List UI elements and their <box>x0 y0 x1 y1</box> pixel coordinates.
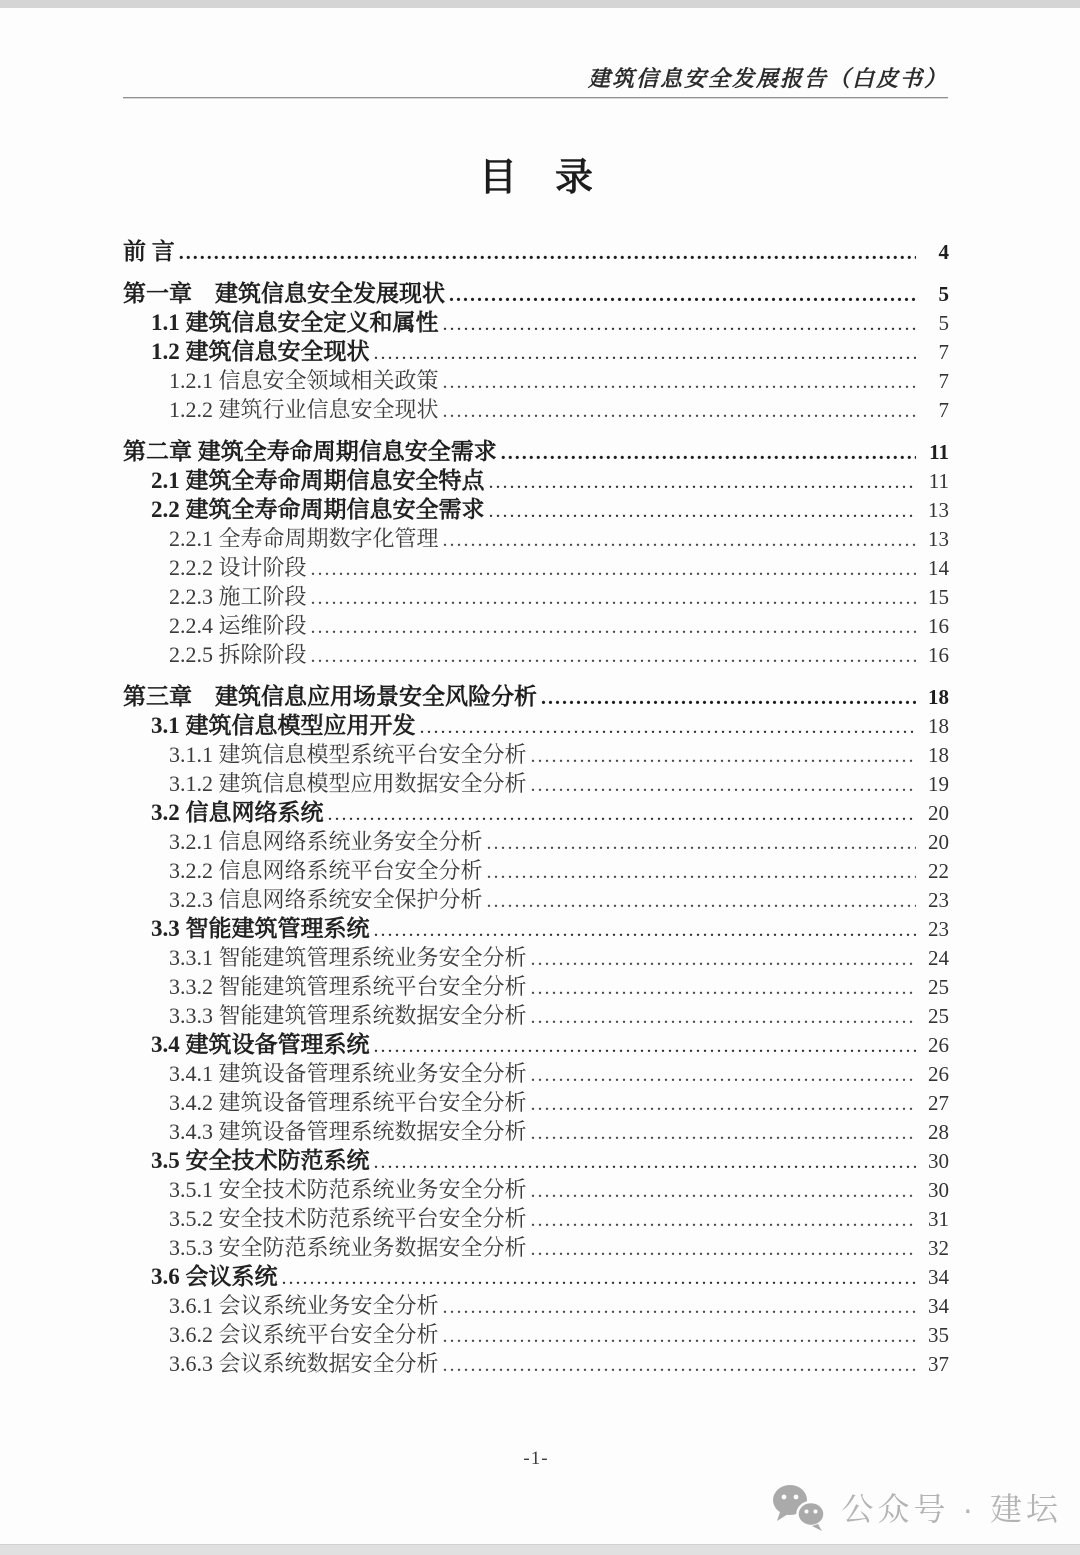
watermark-text: 公众号 · 建坛 <box>841 1491 1062 1527</box>
toc-entry-page: 22 <box>928 859 949 883</box>
toc-entry-label: 3.4.2 建筑设备管理系统平台安全分析 <box>169 1090 527 1115</box>
dot-leader <box>443 1322 916 1352</box>
toc-entry <box>123 495 949 524</box>
toc-entry-label: 3.3 智能建筑管理系统 <box>151 916 370 941</box>
toc-entry-label: 第三章 建筑信息应用场景安全风险分析 <box>123 684 537 709</box>
toc-entry <box>123 366 949 395</box>
toc-entry <box>123 466 949 495</box>
toc-entry <box>123 337 949 366</box>
toc-entry-page: 25 <box>928 975 949 999</box>
dot-leader <box>374 1148 917 1178</box>
toc-entry-label: 2.1 建筑全寿命周期信息安全特点 <box>151 468 485 493</box>
dot-leader <box>311 642 916 672</box>
dot-leader <box>531 1235 916 1265</box>
toc-entry-label: 3.5 安全技术防范系统 <box>151 1148 370 1173</box>
dot-leader <box>420 713 917 743</box>
toc-entry <box>123 1001 949 1030</box>
toc-entry <box>123 740 949 769</box>
toc-entry-page: 27 <box>928 1091 949 1115</box>
toc-entry <box>123 1262 949 1291</box>
toc-entry-page: 5 <box>938 282 949 306</box>
toc-entry <box>123 798 949 827</box>
dot-leader <box>282 1264 917 1294</box>
dot-leader <box>531 1090 916 1120</box>
toc-entry <box>123 1349 949 1378</box>
toc-entry-label: 3.5.3 安全防范系统业务数据安全分析 <box>169 1235 527 1260</box>
toc-entry <box>123 395 949 424</box>
toc-entry-page: 30 <box>928 1178 949 1202</box>
toc-entry-page: 7 <box>938 369 949 393</box>
toc-entry <box>123 553 949 582</box>
toc-entry <box>123 1117 949 1146</box>
toc-entry-label: 3.1 建筑信息模型应用开发 <box>151 713 416 738</box>
dot-leader <box>443 397 916 427</box>
toc-entry-page: 30 <box>928 1149 949 1173</box>
toc-entry-page: 16 <box>928 643 949 667</box>
toc-entry-page: 13 <box>928 527 949 551</box>
dot-leader <box>487 829 916 859</box>
toc-entry-page: 24 <box>928 946 949 970</box>
toc-entry-label: 3.1.2 建筑信息模型应用数据安全分析 <box>169 771 527 796</box>
toc-entry-page: 11 <box>929 440 949 464</box>
toc-entry <box>123 279 949 308</box>
toc-entry <box>123 1146 949 1175</box>
dot-leader <box>531 1206 916 1236</box>
toc-entry-page: 15 <box>928 585 949 609</box>
header-divider <box>123 97 948 99</box>
dot-leader <box>443 526 916 556</box>
toc-entry <box>123 1175 949 1204</box>
toc-entry-label: 3.6.2 会议系统平台安全分析 <box>169 1322 439 1347</box>
toc-entry-label: 3.4.1 建筑设备管理系统业务安全分析 <box>169 1061 527 1086</box>
toc-entry-page: 11 <box>928 469 949 493</box>
toc-entry-label: 3.2.1 信息网络系统业务安全分析 <box>169 829 483 854</box>
dot-leader <box>501 439 916 469</box>
toc-entry-page: 7 <box>938 398 949 422</box>
dot-leader <box>531 1003 916 1033</box>
dot-leader <box>541 684 916 714</box>
toc-entry-page: 4 <box>938 240 949 264</box>
toc-entry-label: 1.2.2 建筑行业信息安全现状 <box>169 397 439 422</box>
toc-entry <box>123 1291 949 1320</box>
toc-entry-page: 20 <box>928 830 949 854</box>
toc-entry <box>123 914 949 943</box>
dot-leader <box>443 1351 916 1381</box>
toc-entry <box>123 308 949 337</box>
toc-entry <box>123 1204 949 1233</box>
toc-entry-label: 3.6 会议系统 <box>151 1264 278 1289</box>
toc-entry-label: 3.2.2 信息网络系统平台安全分析 <box>169 858 483 883</box>
toc-entry-page: 20 <box>928 801 949 825</box>
dot-leader <box>374 1032 917 1062</box>
dot-leader <box>487 887 916 917</box>
toc-entry-page: 35 <box>928 1323 949 1347</box>
toc-entry-label: 3.2.3 信息网络系统安全保护分析 <box>169 887 483 912</box>
dot-leader <box>489 497 917 527</box>
toc-entry-page: 16 <box>928 614 949 638</box>
toc-entry <box>123 1059 949 1088</box>
dot-leader <box>311 584 916 614</box>
dot-leader <box>489 468 917 498</box>
toc-entry-label: 2.2.5 拆除阶段 <box>169 642 307 667</box>
toc-entry-label: 1.2 建筑信息安全现状 <box>151 339 370 364</box>
toc-entry <box>123 611 949 640</box>
toc-entry-label: 3.6.1 会议系统业务安全分析 <box>169 1293 439 1318</box>
toc-entry-label: 3.2 信息网络系统 <box>151 800 324 825</box>
page-edge-bottom <box>0 1544 1080 1555</box>
toc-entry-page: 34 <box>928 1265 949 1289</box>
toc-entry-page: 31 <box>928 1207 949 1231</box>
toc-entry <box>123 524 949 553</box>
toc-entry-page: 18 <box>928 685 949 709</box>
toc-entry-page: 28 <box>928 1120 949 1144</box>
dot-leader <box>531 771 916 801</box>
dot-leader <box>531 945 916 975</box>
toc-entry <box>123 1088 949 1117</box>
toc-entry-label: 3.3.1 智能建筑管理系统业务安全分析 <box>169 945 527 970</box>
toc-entry-label: 3.5.1 安全技术防范系统业务安全分析 <box>169 1177 527 1202</box>
dot-leader <box>443 1293 916 1323</box>
toc-entry-label: 1.2.1 信息安全领域相关政策 <box>169 368 439 393</box>
toc-entry <box>123 711 949 740</box>
dot-leader <box>531 742 916 772</box>
toc-entry-label: 2.2.1 全寿命周期数字化管理 <box>169 526 439 551</box>
toc-entry-page: 19 <box>928 772 949 796</box>
toc-entry <box>123 640 949 669</box>
toc-entry-label: 3.3.2 智能建筑管理系统平台安全分析 <box>169 974 527 999</box>
toc-entry-page: 13 <box>928 498 949 522</box>
toc-entry <box>123 827 949 856</box>
toc-entry-page: 23 <box>928 917 949 941</box>
page-edge-top <box>0 0 1080 8</box>
dot-leader <box>443 368 916 398</box>
toc-entry-page: 18 <box>928 714 949 738</box>
toc-entry <box>123 682 949 711</box>
dot-leader <box>328 800 917 830</box>
toc-entry-page: 32 <box>928 1236 949 1260</box>
dot-leader <box>531 1177 916 1207</box>
dot-leader <box>374 916 917 946</box>
dot-leader <box>179 239 916 269</box>
dot-leader <box>443 310 917 340</box>
dot-leader <box>531 974 916 1004</box>
toc-entry <box>123 856 949 885</box>
toc-entry-page: 14 <box>928 556 949 580</box>
watermark <box>768 1483 1062 1531</box>
toc-entry <box>123 1320 949 1349</box>
toc-entry <box>123 237 949 266</box>
toc-entry-label: 3.6.3 会议系统数据安全分析 <box>169 1351 439 1376</box>
toc-entry-label: 3.4 建筑设备管理系统 <box>151 1032 370 1057</box>
toc-entry-page: 37 <box>928 1352 949 1376</box>
dot-leader <box>487 858 916 888</box>
toc-entry-label: 3.1.1 建筑信息模型系统平台安全分析 <box>169 742 527 767</box>
toc-entry <box>123 582 949 611</box>
toc-entry-label: 前 言 <box>123 239 175 264</box>
footer-page-number: -1- <box>523 1448 549 1469</box>
toc-entry-page: 23 <box>928 888 949 912</box>
dot-leader <box>449 281 916 311</box>
toc-entry <box>123 1030 949 1059</box>
toc-entry-page: 18 <box>928 743 949 767</box>
toc-entry-label: 第一章 建筑信息安全发展现状 <box>123 281 445 306</box>
toc-entry-page: 34 <box>928 1294 949 1318</box>
wechat-icon <box>768 1483 830 1531</box>
toc-list <box>123 237 949 1378</box>
dot-leader <box>311 555 916 585</box>
toc-entry-label: 3.4.3 建筑设备管理系统数据安全分析 <box>169 1119 527 1144</box>
toc-entry <box>123 943 949 972</box>
toc-entry-label: 3.3.3 智能建筑管理系统数据安全分析 <box>169 1003 527 1028</box>
toc-entry-label: 第二章 建筑全寿命周期信息安全需求 <box>123 439 497 464</box>
toc-entry-label: 1.1 建筑信息安全定义和属性 <box>151 310 439 335</box>
toc-entry-page: 25 <box>928 1004 949 1028</box>
dot-leader <box>531 1061 916 1091</box>
toc-entry-label: 2.2.3 施工阶段 <box>169 584 307 609</box>
toc-entry-page: 26 <box>928 1033 949 1057</box>
page-title: 目 录 <box>478 157 593 199</box>
dot-leader <box>531 1119 916 1149</box>
toc-entry-page: 26 <box>928 1062 949 1086</box>
toc-entry <box>123 437 949 466</box>
toc-entry <box>123 972 949 1001</box>
toc-entry-label: 2.2.2 设计阶段 <box>169 555 307 580</box>
toc-entry-label: 3.5.2 安全技术防范系统平台安全分析 <box>169 1206 527 1231</box>
toc-entry-label: 2.2 建筑全寿命周期信息安全需求 <box>151 497 485 522</box>
toc-entry-label: 2.2.4 运维阶段 <box>169 613 307 638</box>
dot-leader <box>311 613 916 643</box>
toc-entry <box>123 769 949 798</box>
toc-entry-page: 7 <box>938 340 949 364</box>
toc-entry <box>123 1233 949 1262</box>
toc-entry-page: 5 <box>938 311 949 335</box>
dot-leader <box>374 339 917 369</box>
toc-entry <box>123 885 949 914</box>
running-header: 建筑信息安全发展报告（白皮书） <box>587 66 948 91</box>
